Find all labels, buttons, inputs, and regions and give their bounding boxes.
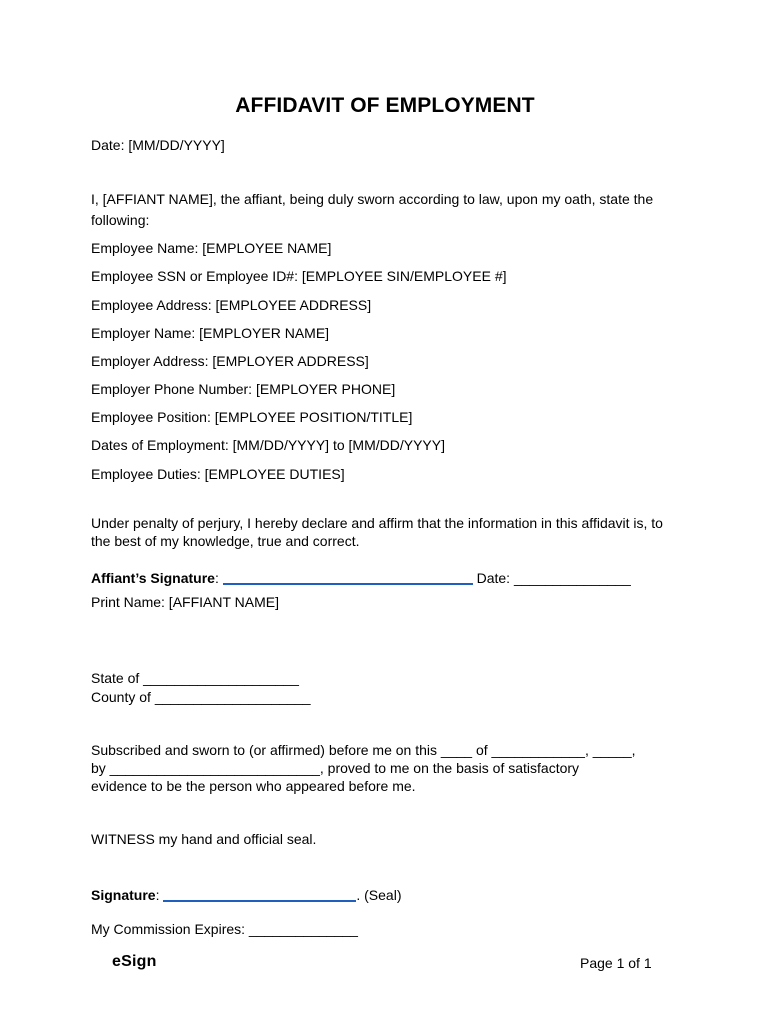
date-line: Date: [MM/DD/YYYY]	[91, 137, 225, 153]
intro-paragraph: I, [AFFIANT NAME], the affiant, being duly sworn according to law, upon my oath, state the following:	[91, 191, 654, 228]
notary-signature-colon: :	[155, 887, 160, 903]
county-line: County of ____________________	[91, 689, 311, 705]
field-employee-duties: Employee Duties: [EMPLOYEE DUTIES]	[91, 466, 345, 482]
field-employee-id: Employee SSN or Employee ID#: [EMPLOYEE SIN/EMPLOYEE #]	[91, 268, 507, 284]
field-dates-of-employment: Dates of Employment: [MM/DD/YYYY] to [MM/DD/YYYY]	[91, 437, 445, 453]
state-line: State of ____________________	[91, 670, 299, 686]
field-employer-address: Employer Address: [EMPLOYER ADDRESS]	[91, 353, 369, 369]
affiant-signature-colon: :	[214, 570, 219, 586]
subscribed-line-1: Subscribed and sworn to (or affirmed) before me on this ____ of ____________, _____,	[91, 742, 636, 758]
print-name-line: Print Name: [AFFIANT NAME]	[91, 594, 279, 610]
notary-signature-row	[91, 884, 401, 904]
field-employee-position: Employee Position: [EMPLOYEE POSITION/TITLE]	[91, 409, 413, 425]
document-title: AFFIDAVIT OF EMPLOYMENT	[235, 94, 535, 117]
field-employer-phone: Employer Phone Number: [EMPLOYER PHONE]	[91, 381, 396, 397]
notary-signature-field[interactable]	[163, 886, 356, 902]
affiant-signature-label: Affiant’s Signature	[91, 570, 215, 586]
page-number: Page 1 of 1	[580, 955, 652, 971]
esign-logo: eSign	[112, 953, 157, 970]
witness-line: WITNESS my hand and official seal.	[91, 831, 317, 847]
commission-expires-line: My Commission Expires: ______________	[91, 921, 358, 937]
field-employee-address: Employee Address: [EMPLOYEE ADDRESS]	[91, 297, 372, 313]
seal-label: . (Seal)	[356, 887, 402, 903]
affiant-signature-field[interactable]	[223, 569, 473, 585]
subscribed-line-2: by ___________________________, proved to me on the basis of satisfactory	[91, 760, 580, 776]
notary-signature-label: Signature	[91, 887, 156, 903]
declaration-paragraph: Under penalty of perjury, I hereby declare and affirm that the information in this affidavit is, to the best of my knowledge, true and correct.	[91, 515, 663, 549]
affiant-date-label: Date: _______________	[476, 570, 631, 586]
field-employer-name: Employer Name: [EMPLOYER NAME]	[91, 325, 330, 341]
field-employee-name: Employee Name: [EMPLOYEE NAME]	[91, 240, 332, 256]
subscribed-line-3: evidence to be the person who appeared before me.	[91, 778, 416, 794]
affiant-signature-row	[91, 567, 631, 587]
